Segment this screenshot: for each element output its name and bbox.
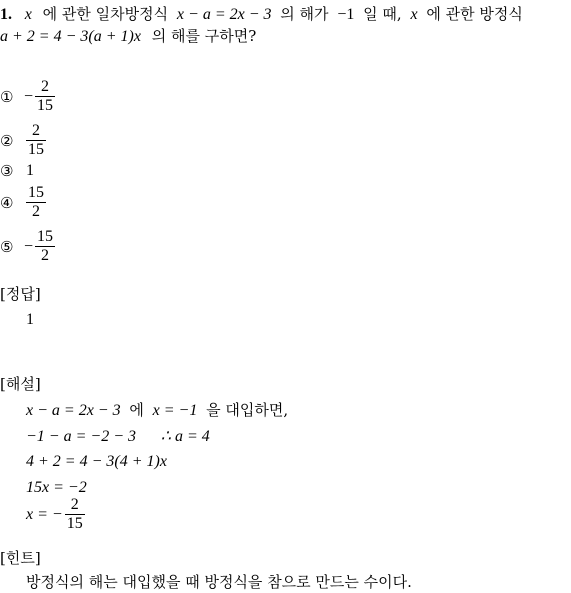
question-number: 1. [0,6,12,23]
explanation-heading: [해설] [0,375,41,393]
var-x: x [410,6,418,23]
hint-heading: [힌트] [0,549,41,567]
option-fraction: $\frac{15}{2}$ [28,184,44,220]
option-fraction: $\frac{2}{15}$ [28,122,44,158]
option-mark: ③ [0,162,14,180]
option-mark: ① [0,87,14,106]
option-mark: ⑤ [0,237,14,256]
option-mark: ② [0,131,14,150]
var-x: x [24,6,32,23]
question-text: 일 때, [363,5,402,23]
equation-2: a + 2 = 4 − 3(a + 1)x [0,28,141,45]
question-text: 의 해가 [280,5,329,23]
option-value: 1 [26,162,34,179]
option-sign: − [24,87,34,105]
value: −1 [337,6,355,23]
explanation-fraction: $\frac{2}{15}$ [66,496,83,532]
question-text: 의 해를 구하면? [151,27,257,45]
option-5[interactable] [0,228,57,265]
option-fraction: $\frac{2}{15}$ [37,78,54,114]
question-text: 에 관한 방정식 [426,5,523,23]
explanation-line-2: −1 − a = −2 − 3 ∴ a = 4 [26,428,210,445]
question-line-2 [0,26,256,47]
hint-text: 방정식의 해는 대입했을 때 방정식을 참으로 만드는 수이다. [26,573,412,591]
explanation-line-4: 15x = −2 [26,479,87,496]
answer-heading: [정답] [0,285,41,303]
option-mark: ④ [0,193,14,212]
explanation-line-1: x − a = 2x − 3 에 x = −1 을 대입하면, [26,401,289,419]
option-4[interactable] [0,184,48,221]
option-sign: − [24,237,34,255]
option-3[interactable] [0,162,34,180]
question-text: 에 관한 일차방정식 [42,5,169,23]
explanation-line-3: 4 + 2 = 4 − 3(4 + 1)x [26,453,167,470]
option-fraction: $\frac{15}{2}$ [37,228,54,264]
answer-value: 1 [26,311,34,328]
option-1[interactable] [0,78,57,115]
explanation-line-5: x = − $\frac{2}{15}$ [26,496,83,532]
question-line-1 [0,4,523,25]
equation-1: x − a = 2x − 3 [176,6,272,23]
option-2[interactable] [0,122,48,159]
